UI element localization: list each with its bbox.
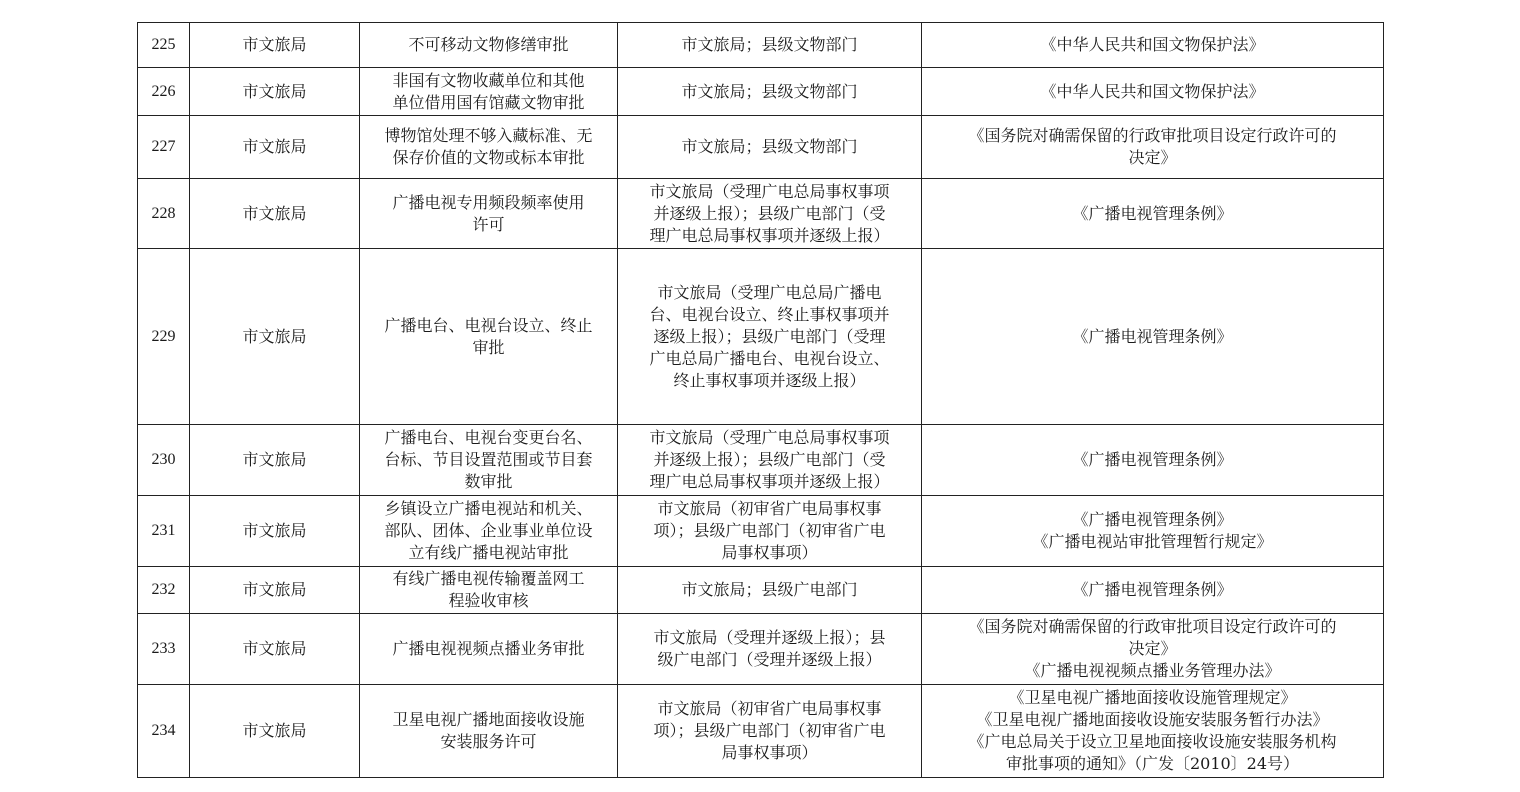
implementing-org-cell (618, 567, 922, 614)
table-row (138, 614, 1384, 685)
implementing-org-cell-line: 市文旅局；县级广电部门 (681, 580, 858, 599)
department-cell: 市文旅局 (190, 23, 360, 68)
implementing-org-cell (618, 116, 922, 179)
table-row (138, 567, 1384, 614)
approval-item-cell-line: 广播电视视频点播业务审批 (392, 639, 585, 658)
row-number-cell: 228 (138, 179, 190, 249)
approval-item-cell-line: 乡镇设立广播电视站和机关、 (384, 499, 593, 518)
implementing-org-cell (618, 425, 922, 496)
row-number-cell: 232 (138, 567, 190, 614)
approval-item-cell-line: 审批 (472, 337, 505, 357)
approval-item-cell-line: 卫星电视广播地面接收设施 (392, 710, 585, 729)
approval-item-cell-line: 非国有文物收藏单位和其他 (392, 70, 585, 90)
department-cell: 市文旅局 (190, 614, 360, 685)
implementing-org-cell-line: 市文旅局（受理并逐级上报）；县 (653, 628, 886, 647)
row-number-cell: 233 (138, 614, 190, 685)
legal-basis-cell-line: 《卫星电视广播地面接收设施管理规定》 (1008, 688, 1297, 707)
implementing-org-cell-line: 市文旅局；县级文物部门 (681, 35, 858, 54)
approval-item-cell (360, 425, 618, 496)
implementing-org-cell-line: 广电总局广播电台、电视台设立、 (649, 348, 890, 368)
department-cell: 市文旅局 (190, 496, 360, 567)
approval-item-cell-line: 保存价值的文物或标本审批 (392, 148, 585, 167)
legal-basis-cell-line: 《中华人民共和国文物保护法》 (1040, 81, 1265, 101)
department-cell: 市文旅局 (190, 179, 360, 249)
legal-basis-cell-line: 《广电总局关于设立卫星地面接收设施安装服务机构 (968, 732, 1337, 751)
legal-basis-cell (922, 425, 1384, 496)
legal-basis-cell (922, 614, 1384, 685)
legal-basis-cell-line: 《中华人民共和国文物保护法》 (1040, 35, 1265, 54)
legal-basis-cell-line: 《广播电视视频点播业务管理办法》 (1024, 661, 1281, 680)
implementing-org-cell (618, 249, 922, 425)
legal-basis-cell-line: 《国务院对确需保留的行政审批项目设定行政许可的 (968, 617, 1337, 636)
approval-item-cell-line: 程验收审核 (448, 591, 529, 610)
implementing-org-cell-line: 市文旅局（受理广电总局广播电 (657, 282, 882, 302)
implementing-org-cell (618, 68, 922, 116)
legal-basis-cell (922, 116, 1384, 179)
approval-item-cell-line: 部队、团体、企业事业单位设 (384, 521, 593, 540)
implementing-org-cell-line: 并逐级上报）；县级广电部门（受 (653, 450, 886, 469)
approval-item-cell-line: 不可移动文物修缮审批 (408, 35, 569, 54)
row-number-cell: 226 (138, 68, 190, 116)
approval-item-cell-line: 广播电台、电视台变更台名、 (384, 428, 593, 447)
implementing-org-cell-line: 项）；县级广电部门（初审省广电 (653, 721, 886, 740)
implementing-org-cell (618, 614, 922, 685)
legal-basis-cell (922, 179, 1384, 249)
table-row (138, 685, 1384, 778)
implementing-org-cell-line: 台、电视台设立、终止事权事项并 (649, 304, 890, 324)
legal-basis-cell (922, 567, 1384, 614)
approval-item-cell (360, 68, 618, 116)
approval-item-cell-line: 广播电视专用频段频率使用 (392, 192, 585, 212)
approval-item-cell-line: 单位借用国有馆藏文物审批 (392, 92, 585, 112)
implementing-org-cell-line: 并逐级上报）；县级广电部门（受 (653, 203, 886, 223)
implementing-org-cell-line: 局事权事项） (721, 543, 818, 562)
implementing-org-cell-line: 市文旅局（受理广电总局事权事项 (649, 181, 890, 201)
department-cell: 市文旅局 (190, 249, 360, 425)
approval-item-cell (360, 23, 618, 68)
row-number-cell: 227 (138, 116, 190, 179)
row-number-cell: 234 (138, 685, 190, 778)
row-number-cell: 229 (138, 249, 190, 425)
table-row (138, 425, 1384, 496)
department-cell: 市文旅局 (190, 567, 360, 614)
department-cell: 市文旅局 (190, 425, 360, 496)
implementing-org-cell-line: 级广电部门（受理并逐级上报） (657, 650, 882, 669)
approval-item-cell (360, 685, 618, 778)
table-row (138, 23, 1384, 68)
legal-basis-cell-line: 决定》 (1128, 639, 1177, 658)
approval-item-cell-line: 安装服务许可 (440, 732, 537, 751)
implementing-org-cell (618, 685, 922, 778)
approval-item-cell (360, 116, 618, 179)
table-body (138, 23, 1384, 778)
implementing-org-cell-line: 理广电总局事权事项并逐级上报） (649, 472, 890, 491)
legal-basis-cell (922, 496, 1384, 567)
department-cell: 市文旅局 (190, 116, 360, 179)
approval-item-cell-line: 数审批 (464, 472, 513, 491)
approval-item-cell-line: 广播电台、电视台设立、终止 (384, 315, 593, 335)
approval-item-cell (360, 249, 618, 425)
table-row (138, 496, 1384, 567)
table-row (138, 116, 1384, 179)
implementing-org-cell-line: 市文旅局（受理广电总局事权事项 (649, 428, 890, 447)
row-number-cell: 231 (138, 496, 190, 567)
approval-item-cell-line: 台标、节目设置范围或节目套 (384, 450, 593, 469)
implementing-org-cell (618, 23, 922, 68)
department-cell: 市文旅局 (190, 68, 360, 116)
approval-item-cell-line: 有线广播电视传输覆盖网工 (392, 569, 585, 588)
implementing-org-cell-line: 逐级上报）；县级广电部门（受理 (653, 326, 886, 346)
legal-basis-cell-line: 《广播电视管理条例》 (1072, 203, 1233, 223)
approval-item-cell (360, 179, 618, 249)
implementing-org-cell (618, 496, 922, 567)
implementing-org-cell (618, 179, 922, 249)
legal-basis-cell-line: 《广播电视站审批管理暂行规定》 (1032, 532, 1273, 551)
legal-basis-cell (922, 249, 1384, 425)
implementing-org-cell-line: 市文旅局（初审省广电局事权事 (657, 699, 882, 718)
table-row (138, 68, 1384, 116)
approval-item-cell-line: 博物馆处理不够入藏标准、无 (384, 126, 593, 145)
legal-basis-cell-line: 《广播电视管理条例》 (1072, 326, 1233, 346)
table-row (138, 249, 1384, 425)
legal-basis-cell-line: 决定》 (1128, 148, 1177, 167)
approval-item-cell-line: 许可 (472, 214, 505, 234)
approval-item-cell (360, 614, 618, 685)
implementing-org-cell-line: 理广电总局事权事项并逐级上报） (649, 225, 890, 245)
approval-item-cell (360, 496, 618, 567)
implementing-org-cell-line: 市文旅局；县级文物部门 (681, 81, 858, 101)
implementing-org-cell-line: 市文旅局（初审省广电局事权事 (657, 499, 882, 518)
row-number-cell: 230 (138, 425, 190, 496)
approval-items-table (137, 22, 1384, 778)
legal-basis-cell (922, 23, 1384, 68)
legal-basis-cell (922, 685, 1384, 778)
legal-basis-cell-line: 《国务院对确需保留的行政审批项目设定行政许可的 (968, 126, 1337, 145)
legal-basis-cell (922, 68, 1384, 116)
department-cell: 市文旅局 (190, 685, 360, 778)
approval-item-cell (360, 567, 618, 614)
legal-basis-cell-line: 《卫星电视广播地面接收设施安装服务暂行办法》 (976, 710, 1329, 729)
table-row (138, 179, 1384, 249)
legal-basis-cell-line: 《广播电视管理条例》 (1072, 450, 1233, 469)
legal-basis-cell-line: 审批事项的通知》（广发〔2010〕24号） (1005, 754, 1300, 773)
implementing-org-cell-line: 市文旅局；县级文物部门 (681, 137, 858, 156)
implementing-org-cell-line: 局事权事项） (721, 743, 818, 762)
legal-basis-cell-line: 《广播电视管理条例》 (1072, 580, 1233, 599)
implementing-org-cell-line: 项）；县级广电部门（初审省广电 (653, 521, 886, 540)
row-number-cell: 225 (138, 23, 190, 68)
legal-basis-cell-line: 《广播电视管理条例》 (1072, 510, 1233, 529)
implementing-org-cell-line: 终止事权事项并逐级上报） (673, 370, 866, 390)
approval-item-cell-line: 立有线广播电视站审批 (408, 543, 569, 562)
